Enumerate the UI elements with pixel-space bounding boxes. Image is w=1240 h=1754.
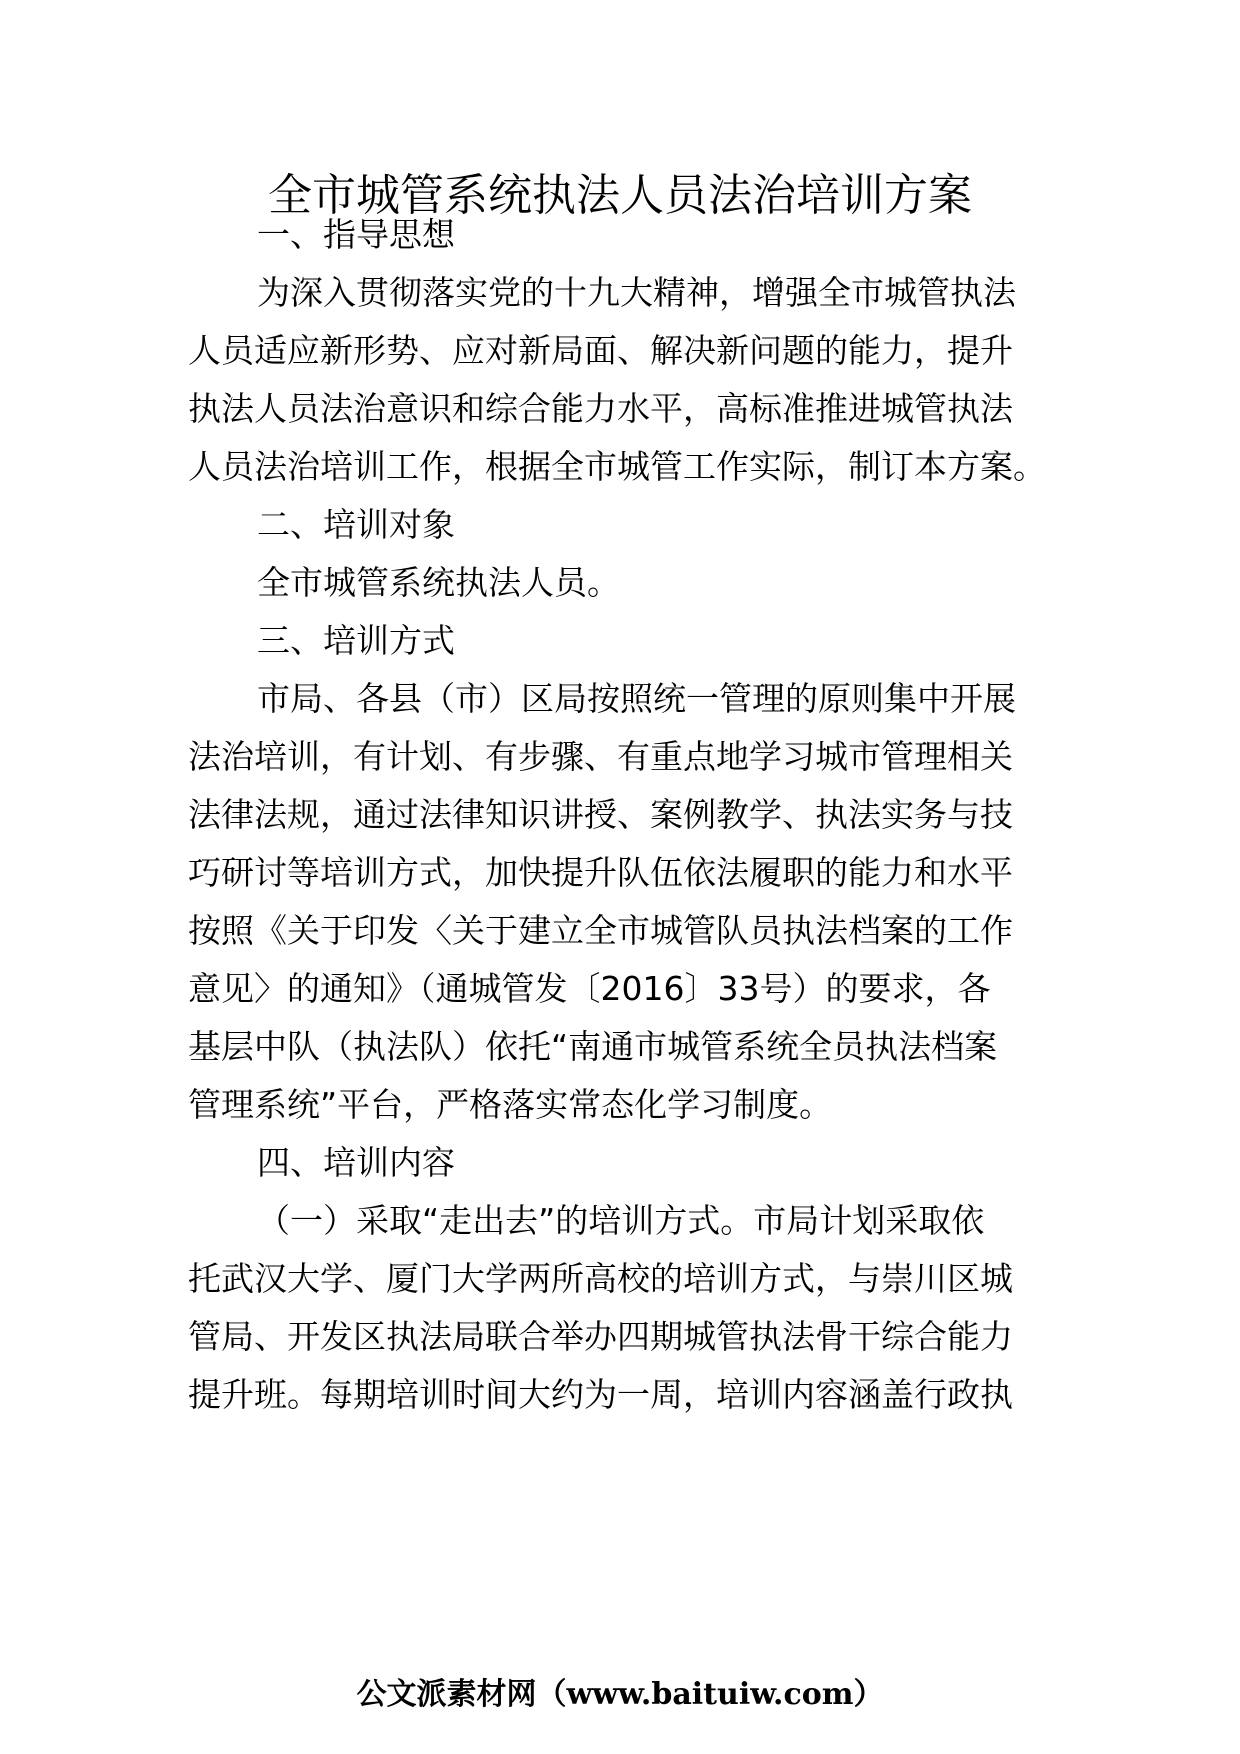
heading-training-content: 四、培训内容 [257, 1143, 455, 1182]
paragraph-line: 执法人员法治意识和综合能力水平，高标准推进城管执法 [188, 389, 1013, 428]
paragraph-line: 法律法规，通过法律知识讲授、案例教学、执法实务与技 [188, 795, 1013, 834]
heading-training-methods: 三、培训方式 [257, 621, 455, 660]
paragraph-line: 人员适应新形势、应对新局面、解决新问题的能力，提升 [188, 331, 1013, 370]
paragraph-line: 提升班。每期培训时间大约为一周，培训内容涵盖行政执 [188, 1375, 1013, 1414]
paragraph-line: 基层中队（执法队）依托“南通市城管系统全员执法档案 [188, 1027, 998, 1066]
heading-guiding-ideology: 一、指导思想 [257, 215, 455, 254]
paragraph-line: 管局、开发区执法局联合举办四期城管执法骨干综合能力 [188, 1317, 1013, 1356]
paragraph-line: 意见〉的通知》（通城管发〔2016〕33号）的要求，各 [188, 969, 991, 1008]
paragraph-line: 为深入贯彻落实党的十九大精神，增强全市城管执法 [257, 273, 1016, 312]
paragraph-line: 法治培训，有计划、有步骤、有重点地学习城市管理相关 [188, 737, 1013, 776]
paragraph-line: 巧研讨等培训方式，加快提升队伍依法履职的能力和水平 [188, 853, 1013, 892]
paragraph-line: 托武汉大学、厦门大学两所高校的培训方式，与崇川区城 [188, 1259, 1013, 1298]
footer-watermark: 公文派素材网（www.baituiw.com） [356, 1677, 884, 1712]
paragraph-line: 人员法治培训工作，根据全市城管工作实际，制订本方案。 [188, 447, 1046, 486]
paragraph-line: 全市城管系统执法人员。 [257, 563, 620, 602]
paragraph-line: 管理系统”平台，严格落实常态化学习制度。 [188, 1085, 833, 1124]
paragraph-line: 按照《关于印发〈关于建立全市城管队员执法档案的工作 [188, 911, 1013, 950]
heading-training-targets: 二、培训对象 [257, 505, 455, 544]
paragraph-line: 市局、各县（市）区局按照统一管理的原则集中开展 [257, 679, 1016, 718]
paragraph-line: （一）采取“走出去”的培训方式。市局计划采取依 [257, 1201, 985, 1240]
document-title: 全市城管系统执法人员法治培训方案 [268, 170, 972, 221]
